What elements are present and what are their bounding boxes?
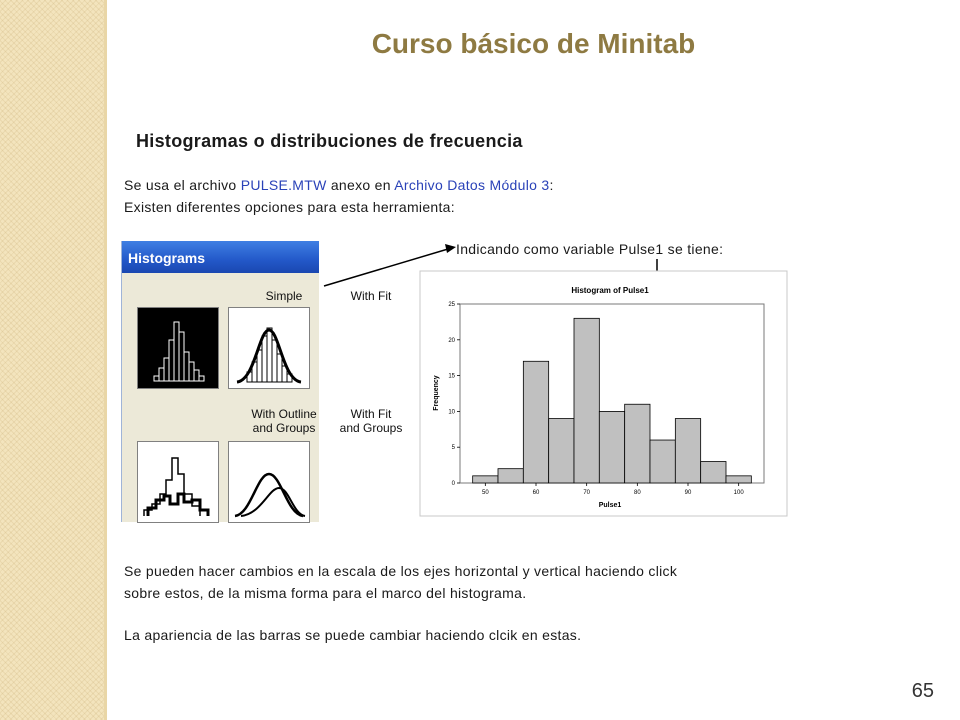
file-link[interactable]: PULSE.MTW [240,177,327,193]
histogram-bar[interactable] [701,462,726,483]
para1-line1: Se pueden hacer cambios en la escala de los ejes horizontal y vertical haciendo click [124,563,678,579]
dialog-to-note-arrowhead [445,244,456,253]
histogram-svg [420,271,787,516]
y-tick-label[interactable]: 10 [448,409,455,416]
page-number: 65 [911,680,934,702]
histogram-bar[interactable] [726,476,751,483]
chart-title[interactable]: Histogram of Pulse1 [571,286,649,295]
y-tick-label[interactable]: 0 [451,481,455,487]
x-tick-label[interactable]: 60 [532,490,540,496]
slide-title: Curso básico de Minitab [371,28,696,59]
y-axis-label[interactable]: Frequency [433,375,440,411]
option-fit-groups-label-2: and Groups [339,421,403,435]
histogram-chart [420,271,787,516]
x-axis-label[interactable]: Pulse1 [598,502,622,509]
intro-suffix: : [549,177,554,193]
y-tick-label[interactable]: 15 [448,373,455,380]
histogram-bar[interactable] [574,318,599,483]
x-tick-label[interactable]: 50 [481,490,489,496]
para1-line2: sobre estos, de la misma forma para el marco del histograma. [124,585,527,601]
y-tick-label[interactable]: 20 [448,337,455,344]
y-tick-label[interactable]: 25 [448,302,455,308]
option-simple-label: Simple [265,289,303,303]
histogram-bar[interactable] [675,419,700,483]
para2: La apariencia de las barras se puede cambiar haciendo clcik en estas. [124,627,582,643]
histogram-bar[interactable] [498,469,523,483]
histogram-bar[interactable] [625,404,650,483]
histogram-bar[interactable] [549,419,574,483]
histogram-bar[interactable] [523,361,548,483]
intro-prefix: Se usa el archivo [124,177,241,193]
folder-link[interactable]: Archivo Datos Módulo 3 [394,177,550,193]
slide-subtitle: Histogramas o distribuciones de frecuencia [136,131,523,151]
x-tick-label[interactable]: 90 [684,490,692,496]
x-tick-label[interactable]: 80 [633,490,641,496]
option-with-fit-label: With Fit [350,289,392,303]
x-tick-label[interactable]: 70 [583,490,591,496]
intro-mid: anexo en [326,177,395,193]
dialog-title-bar[interactable]: Histograms [122,241,319,273]
option-outline-groups-label-2: and Groups [252,421,316,435]
histogram-bar[interactable] [599,411,624,483]
histogram-bar[interactable] [473,476,498,483]
histogram-bar[interactable] [650,440,675,483]
y-tick-label[interactable]: 5 [451,445,455,452]
option-fit-groups-label-1: With Fit [350,407,392,421]
x-tick-label[interactable]: 100 [733,490,744,496]
options-line: Existen diferentes opciones para esta herramienta: [124,199,455,215]
option-outline-groups-label-1: With Outline [251,407,317,421]
variable-note: Indicando como variable Pulse1 se tiene: [456,241,724,257]
